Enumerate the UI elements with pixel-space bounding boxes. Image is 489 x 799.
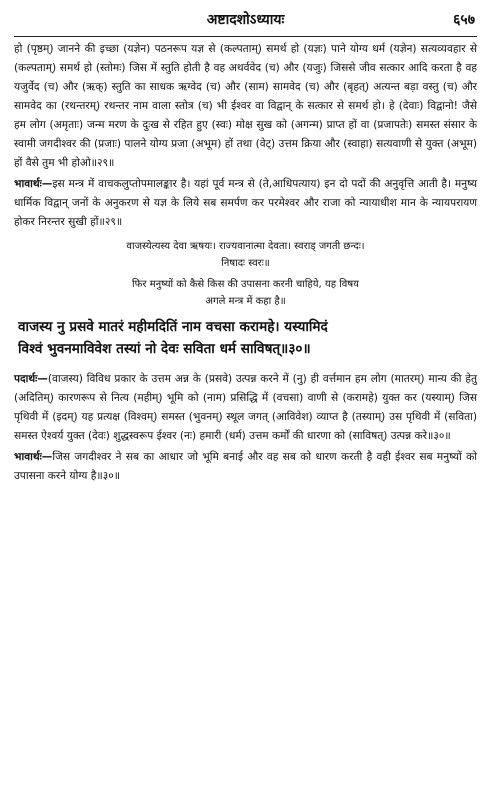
word-meaning-text-29: हो (पृष्ठम्) जानने की इच्छा (यज्ञेन) पठनरूप यज्ञ से (कल्पताम्) समर्थ हो (यज्ञः) पाने योग्य धर्म (यज्ञेन) सत्यव्यवहार से (कल्पताम्) समर्थ हो (स्तोमः) जिस में स्तुति होती है वह अथर्ववेद (च) और (यजुः) जिससे जीव सत्कार आदि करता है वह यजुर्वेद (च) और (ऋक्) स्तुति का साधक ऋग्वेद (च) और (साम) सामवेद (च) और (बृहत्) अत्यन्त बड़ा वस्तु (च) और सामवेद का (रथन्तरम्) रथन्तर नाम वाला स्तोत्र (च) भी ईश्वर वा विद्वान् के सत्कार से समर्थ हो। हे (देवाः) विद्वानो! जैसे हम लोग (अमृताः) जन्म मरण के दुःख से रहित हुए (स्वः) मोक्ष सुख को (अगन्म) प्राप्त हों वा (प्रजापतेः) समस्त संसार के स्वामी जगदीश्वर की (प्रजाः) पालने योग्य प्रजा (अभूम) हों तथा (वेट्) उत्तम क्रिया और (स्वाहा) सत्यवाणी से युक्त (अभूम) हों वैसे तुम भी होओ॥२९॥ [14,43,477,169]
topic-line-1: फिर मनुष्यों को कैसे किस की उपासना करनी चाहिये, यह विषय [132,279,359,290]
rishi-devata-chhanda-line: वाजस्येत्यस्य देवा ऋषयः। राज्यवानात्मा देवता। स्वराड् जगती छन्दः। [126,241,365,252]
swara-line: निषादः स्वरः॥ [221,258,270,269]
topic-line-2: अगले मन्त्र में कहा है॥ [205,296,286,307]
mantra-line-2: विश्वं भुवनमाविवेश तस्यां नो देवः सविता धर्म साविषत्॥३०॥ [18,341,311,357]
page-number: ६५७ [453,12,475,28]
purport-paragraph-30 [14,448,477,486]
chapter-title: अष्टादशोऽध्यायः [206,12,285,28]
word-meaning-paragraph-29 [14,40,477,173]
purport-label: भावार्थः— [14,178,53,190]
mantra-metadata [14,238,477,272]
purport-label-30: भावार्थः— [14,451,53,463]
page-header [14,0,477,37]
mantra-line-1: वाजस्य नु प्रसवे मातरं महीमदितिं नाम वचसा करामहे। यस्यामिदं [18,319,328,335]
word-meaning-label: पदार्थः— [14,373,48,385]
topic-introduction [14,276,477,310]
word-meaning-paragraph-30 [14,370,477,446]
purport-text-29: इस मन्त्र में वाचकलुप्तोपमालङ्कार है। यहां पूर्व मन्त्र से (ते,आधिपत्याय) इन दो पदों की अनुवृत्ति आती है। मनुष्य धार्मिक विद्वान् जनों के अनुकरण से यज्ञ के लिये सब समर्पण कर परमेश्वर और राजा को न्यायाधीश मान के न्यायपरायण होकर निरन्तर सुखी हों॥२९॥ [14,178,477,228]
purport-text-30: जिस जगदीश्वर ने सब का आधार जो भूमि बनाई और वह सब को धारण करती है वही ईश्वर सब मनुष्यों को उपासना करने योग्य है॥३०॥ [14,451,477,482]
word-meaning-text-30: (वाजस्य) विविध प्रकार के उत्तम अन्न के (प्रसवे) उत्पन्न करने में (नु) ही वर्त्तमान हम लोग (मातरम्) मान्य की हेतु (अदितिम्) कारणरूप से नित्य (महीम्) भूमि को (नाम) प्रसिद्धि में (वचसा) वाणी से (करामहे) युक्त कर (यस्याम्) जिस पृथिवी में (इदम्) यह प्रत्यक्ष (विश्वम्) समस्त (भुवनम्) स्थूल जगत् (आविवेश) व्याप्त है (तस्याम्) उस पृथिवी में (सविता) समस्त ऐश्वर्य युक्त (देवः) शुद्धस्वरूप ईश्वर (नः) हमारी (धर्म) उत्तम कर्मों की धारणा को (साविषत्) उत्पन्न करे॥३०॥ [14,373,477,442]
purport-paragraph-29 [14,175,477,232]
